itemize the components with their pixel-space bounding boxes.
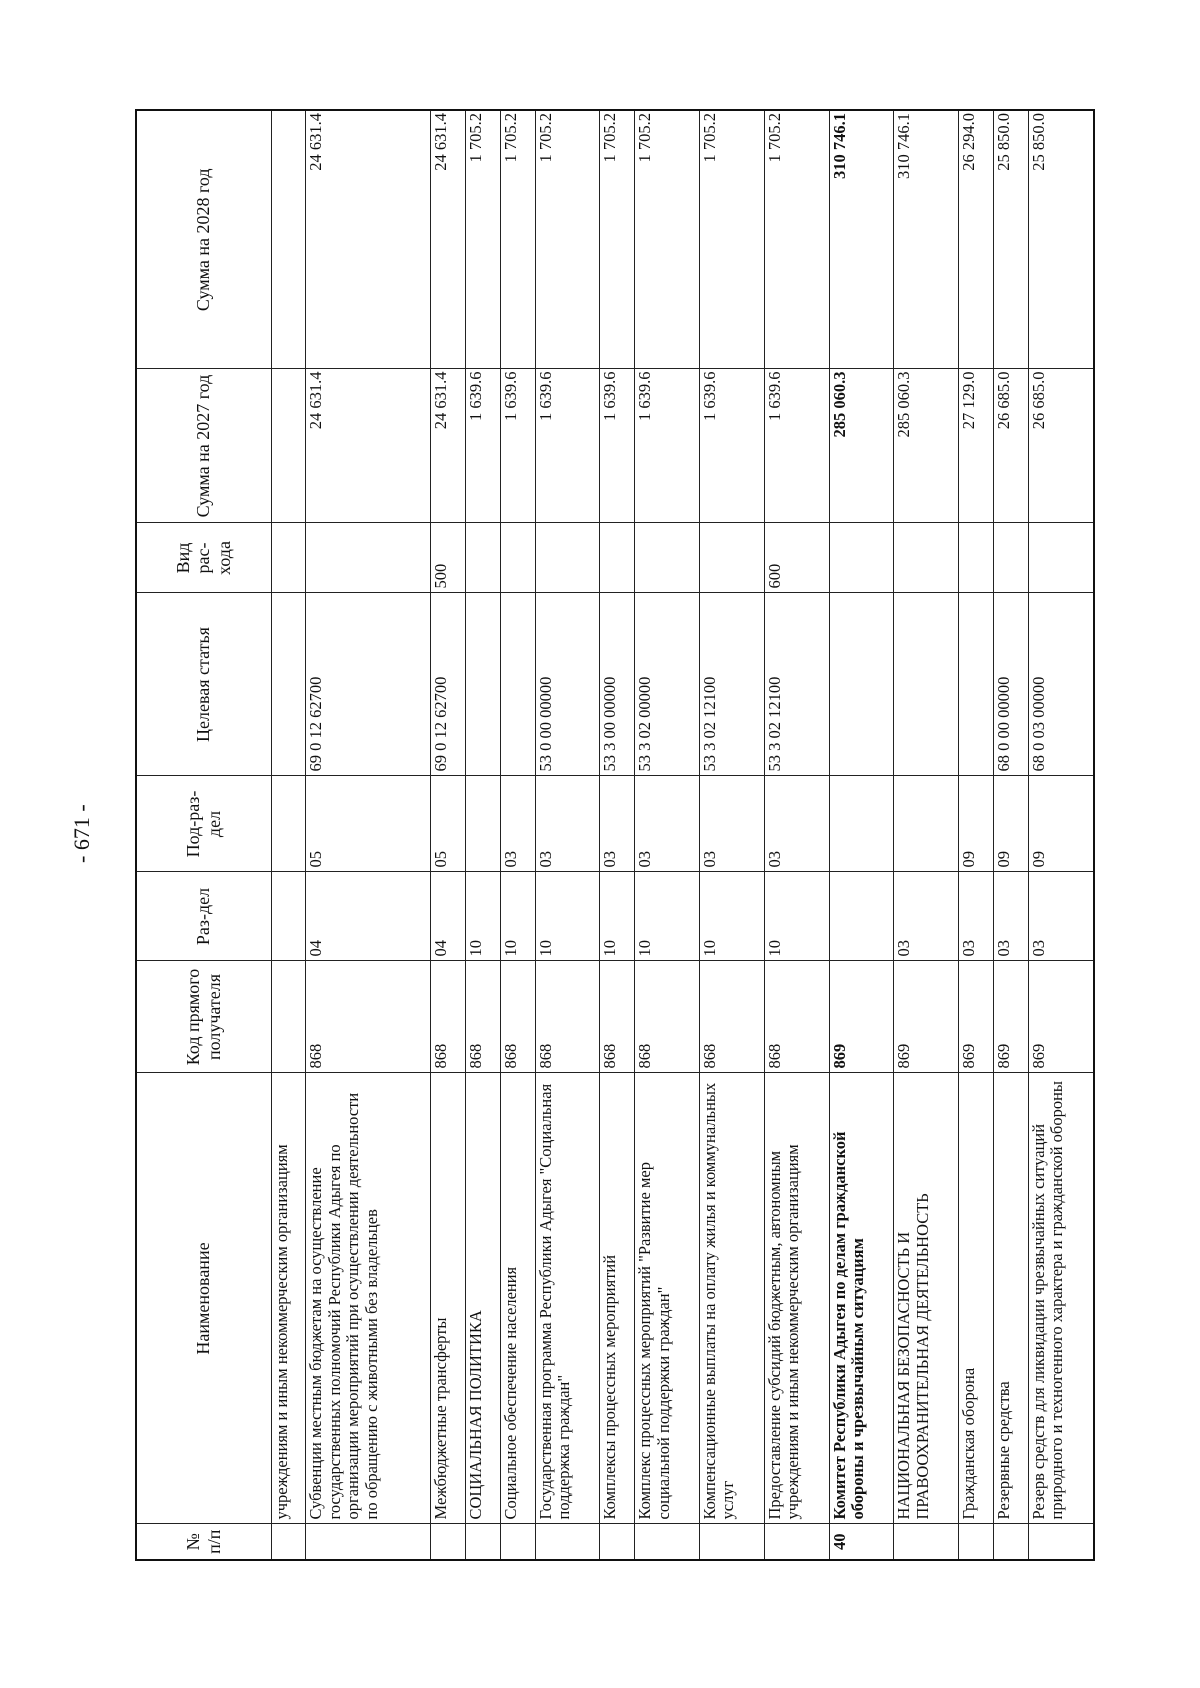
row-recipient-code: 868 bbox=[600, 961, 635, 1073]
row-name: Субвенции местным бюджетам на осуществление государственных полномочий Республики Адыгея по организации мероприятий при осуществлении деятельности по обращению с животными без владельцев bbox=[306, 1073, 431, 1524]
header-name: Наименование bbox=[136, 1073, 271, 1524]
table-row bbox=[635, 110, 700, 1560]
row-name: учреждениям и иным некоммерческим организациям bbox=[271, 1073, 306, 1524]
row-expense-type bbox=[894, 523, 959, 593]
page-number: - 671 - bbox=[69, 804, 94, 863]
row-sum-2027: 1 639.6 bbox=[699, 369, 764, 523]
row-sum-2028: 1 705.2 bbox=[500, 110, 535, 369]
row-sum-2027: 1 639.6 bbox=[635, 369, 700, 523]
header-number: № п/п bbox=[136, 1524, 271, 1560]
row-number bbox=[600, 1524, 635, 1560]
header-target-article: Целевая статья bbox=[136, 593, 271, 776]
row-expense-type bbox=[699, 523, 764, 593]
row-number bbox=[306, 1524, 431, 1560]
row-name: Государственная программа Республики Адыгея "Социальная поддержка граждан" bbox=[535, 1073, 600, 1524]
row-recipient-code: 868 bbox=[465, 961, 500, 1073]
row-name: Резервные средства bbox=[993, 1073, 1028, 1524]
row-subsection: 05 bbox=[306, 776, 431, 872]
row-recipient-code: 869 bbox=[829, 961, 894, 1073]
row-sum-2028: 310 746.1 bbox=[894, 110, 959, 369]
row-sum-2027: 1 639.6 bbox=[465, 369, 500, 523]
row-name: Предоставление субсидий бюджетным, автономным учреждениям и иным некоммерческим организациям bbox=[764, 1073, 829, 1524]
budget-table-container bbox=[135, 111, 1095, 1561]
table-row bbox=[829, 110, 894, 1560]
row-number bbox=[1028, 1524, 1094, 1560]
table-row bbox=[535, 110, 600, 1560]
row-name: Компенсационные выплаты на оплату жилья и коммунальных услуг bbox=[699, 1073, 764, 1524]
row-sum-2027: 285 060.3 bbox=[829, 369, 894, 523]
row-section: 03 bbox=[993, 872, 1028, 961]
row-target-article: 53 3 02 00000 bbox=[635, 593, 700, 776]
row-section: 03 bbox=[1028, 872, 1094, 961]
row-section: 10 bbox=[500, 872, 535, 961]
row-sum-2028: 26 294.0 bbox=[959, 110, 994, 369]
row-expense-type bbox=[500, 523, 535, 593]
table-row bbox=[431, 110, 466, 1560]
row-expense-type bbox=[993, 523, 1028, 593]
row-expense-type bbox=[829, 523, 894, 593]
row-recipient-code: 868 bbox=[635, 961, 700, 1073]
row-sum-2028: 24 631.4 bbox=[306, 110, 431, 369]
row-number bbox=[500, 1524, 535, 1560]
row-sum-2027: 27 129.0 bbox=[959, 369, 994, 523]
row-number bbox=[271, 1524, 306, 1560]
row-number: 40 bbox=[829, 1524, 894, 1560]
row-name: Комплексы процессных мероприятий bbox=[600, 1073, 635, 1524]
row-sum-2027: 24 631.4 bbox=[306, 369, 431, 523]
row-subsection: 09 bbox=[993, 776, 1028, 872]
row-recipient-code: 869 bbox=[1028, 961, 1094, 1073]
row-number bbox=[535, 1524, 600, 1560]
row-recipient-code: 868 bbox=[699, 961, 764, 1073]
row-section bbox=[271, 872, 306, 961]
row-subsection: 03 bbox=[764, 776, 829, 872]
header-expense-type: Вид рас-хода bbox=[136, 523, 271, 593]
row-sum-2028: 25 850.0 bbox=[993, 110, 1028, 369]
row-sum-2028: 1 705.2 bbox=[535, 110, 600, 369]
row-target-article: 53 3 00 00000 bbox=[600, 593, 635, 776]
row-number bbox=[959, 1524, 994, 1560]
row-sum-2027: 1 639.6 bbox=[764, 369, 829, 523]
header-recipient-code: Код прямого получателя bbox=[136, 961, 271, 1073]
row-section: 10 bbox=[635, 872, 700, 961]
row-sum-2027 bbox=[271, 369, 306, 523]
row-target-article bbox=[465, 593, 500, 776]
row-sum-2027: 24 631.4 bbox=[431, 369, 466, 523]
row-expense-type bbox=[1028, 523, 1094, 593]
row-recipient-code: 869 bbox=[894, 961, 959, 1073]
table-row bbox=[600, 110, 635, 1560]
row-section: 03 bbox=[959, 872, 994, 961]
row-recipient-code bbox=[271, 961, 306, 1073]
row-name: Комплекс процессных мероприятий "Развитие мер социальной поддержки граждан" bbox=[635, 1073, 700, 1524]
row-recipient-code: 868 bbox=[500, 961, 535, 1073]
row-expense-type: 500 bbox=[431, 523, 466, 593]
table-row bbox=[699, 110, 764, 1560]
table-row bbox=[894, 110, 959, 1560]
row-recipient-code: 868 bbox=[431, 961, 466, 1073]
row-sum-2028: 1 705.2 bbox=[699, 110, 764, 369]
row-target-article: 68 0 03 00000 bbox=[1028, 593, 1094, 776]
row-subsection: 03 bbox=[535, 776, 600, 872]
row-subsection: 03 bbox=[699, 776, 764, 872]
row-subsection: 03 bbox=[635, 776, 700, 872]
row-name: Межбюджетные трансферты bbox=[431, 1073, 466, 1524]
row-target-article: 69 0 12 62700 bbox=[306, 593, 431, 776]
row-section: 10 bbox=[699, 872, 764, 961]
row-subsection bbox=[894, 776, 959, 872]
row-name: Комитет Республики Адыгея по делам гражданской обороны и чрезвычайным ситуациям bbox=[829, 1073, 894, 1524]
row-name: Гражданская оборона bbox=[959, 1073, 994, 1524]
row-target-article: 53 3 02 12100 bbox=[699, 593, 764, 776]
row-target-article: 53 3 02 12100 bbox=[764, 593, 829, 776]
row-expense-type bbox=[465, 523, 500, 593]
row-sum-2027: 26 685.0 bbox=[1028, 369, 1094, 523]
row-recipient-code: 869 bbox=[993, 961, 1028, 1073]
header-row bbox=[136, 110, 271, 1560]
row-name: НАЦИОНАЛЬНАЯ БЕЗОПАСНОСТЬ И ПРАВООХРАНИТЕЛЬНАЯ ДЕЯТЕЛЬНОСТЬ bbox=[894, 1073, 959, 1524]
table-header bbox=[136, 110, 271, 1560]
row-number bbox=[894, 1524, 959, 1560]
row-sum-2027: 285 060.3 bbox=[894, 369, 959, 523]
row-target-article bbox=[271, 593, 306, 776]
row-subsection: 03 bbox=[500, 776, 535, 872]
table-row bbox=[465, 110, 500, 1560]
row-expense-type bbox=[600, 523, 635, 593]
row-section: 04 bbox=[306, 872, 431, 961]
row-sum-2027: 1 639.6 bbox=[535, 369, 600, 523]
row-sum-2027: 1 639.6 bbox=[600, 369, 635, 523]
row-sum-2028: 310 746.1 bbox=[829, 110, 894, 369]
row-target-article bbox=[500, 593, 535, 776]
row-subsection: 09 bbox=[1028, 776, 1094, 872]
row-recipient-code: 869 bbox=[959, 961, 994, 1073]
table-row bbox=[500, 110, 535, 1560]
row-target-article: 53 0 00 00000 bbox=[535, 593, 600, 776]
row-number bbox=[699, 1524, 764, 1560]
row-expense-type bbox=[271, 523, 306, 593]
row-expense-type bbox=[959, 523, 994, 593]
row-sum-2028: 24 631.4 bbox=[431, 110, 466, 369]
row-sum-2028: 25 850.0 bbox=[1028, 110, 1094, 369]
row-number bbox=[431, 1524, 466, 1560]
table-row bbox=[993, 110, 1028, 1560]
row-subsection bbox=[271, 776, 306, 872]
row-section bbox=[829, 872, 894, 961]
table-row bbox=[959, 110, 994, 1560]
row-subsection bbox=[829, 776, 894, 872]
header-sum-2027: Сумма на 2027 год bbox=[136, 369, 271, 523]
row-name: Социальное обеспечение населения bbox=[500, 1073, 535, 1524]
row-expense-type bbox=[306, 523, 431, 593]
row-sum-2028: 1 705.2 bbox=[764, 110, 829, 369]
row-subsection: 03 bbox=[600, 776, 635, 872]
row-sum-2028: 1 705.2 bbox=[465, 110, 500, 369]
row-sum-2027: 1 639.6 bbox=[500, 369, 535, 523]
table-row bbox=[1028, 110, 1094, 1560]
row-target-article bbox=[959, 593, 994, 776]
row-expense-type bbox=[535, 523, 600, 593]
row-expense-type: 600 bbox=[764, 523, 829, 593]
row-recipient-code: 868 bbox=[535, 961, 600, 1073]
row-recipient-code: 868 bbox=[306, 961, 431, 1073]
table-row bbox=[306, 110, 431, 1560]
row-target-article: 68 0 00 00000 bbox=[993, 593, 1028, 776]
row-sum-2027: 26 685.0 bbox=[993, 369, 1028, 523]
header-subsection: Под-раз-дел bbox=[136, 776, 271, 872]
row-section: 10 bbox=[535, 872, 600, 961]
row-name: Резерв средств для ликвидации чрезвычайных ситуаций природного и техногенного характера и гражданской обороны bbox=[1028, 1073, 1094, 1524]
row-section: 04 bbox=[431, 872, 466, 961]
budget-table bbox=[135, 109, 1095, 1561]
row-recipient-code: 868 bbox=[764, 961, 829, 1073]
row-number bbox=[635, 1524, 700, 1560]
row-number bbox=[465, 1524, 500, 1560]
row-number bbox=[993, 1524, 1028, 1560]
row-sum-2028 bbox=[271, 110, 306, 369]
row-sum-2028: 1 705.2 bbox=[635, 110, 700, 369]
header-sum-2028: Сумма на 2028 год bbox=[136, 110, 271, 369]
row-section: 10 bbox=[465, 872, 500, 961]
row-number bbox=[764, 1524, 829, 1560]
row-subsection bbox=[465, 776, 500, 872]
row-sum-2028: 1 705.2 bbox=[600, 110, 635, 369]
table-row bbox=[764, 110, 829, 1560]
row-subsection: 09 bbox=[959, 776, 994, 872]
row-expense-type bbox=[635, 523, 700, 593]
row-section: 10 bbox=[764, 872, 829, 961]
row-name: СОЦИАЛЬНАЯ ПОЛИТИКА bbox=[465, 1073, 500, 1524]
row-section: 10 bbox=[600, 872, 635, 961]
row-target-article bbox=[894, 593, 959, 776]
row-target-article bbox=[829, 593, 894, 776]
header-section: Раз-дел bbox=[136, 872, 271, 961]
row-target-article: 69 0 12 62700 bbox=[431, 593, 466, 776]
row-section: 03 bbox=[894, 872, 959, 961]
table-body bbox=[271, 110, 1094, 1560]
row-subsection: 05 bbox=[431, 776, 466, 872]
table-row bbox=[271, 110, 306, 1560]
